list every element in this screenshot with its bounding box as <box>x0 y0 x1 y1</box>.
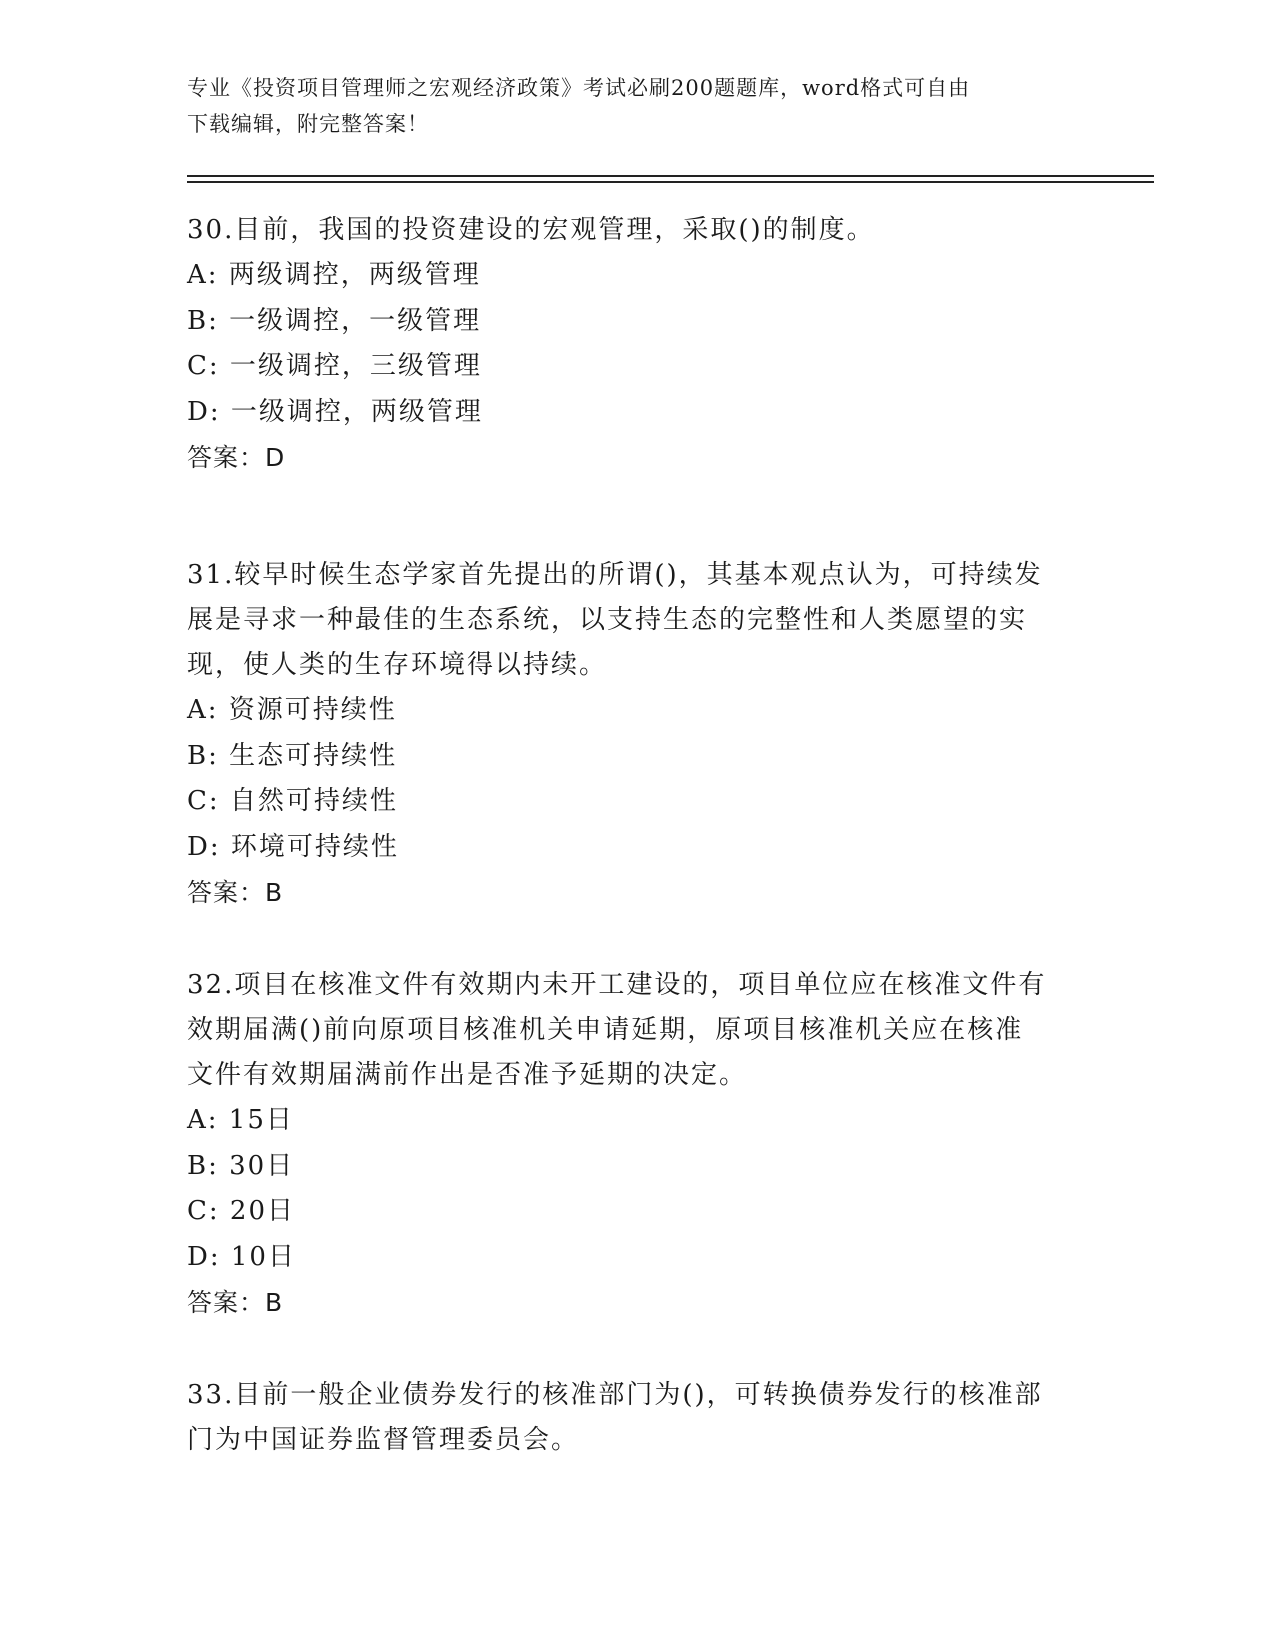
question-block <box>187 208 1077 480</box>
header-divider <box>187 175 1154 177</box>
option-b: B: 30日 <box>187 1150 295 1181</box>
option-a: A: 两级调控，两级管理 <box>187 260 481 290</box>
header-divider <box>187 181 1154 183</box>
question-stem: 30.目前，我国的投资建设的宏观管理，采取()的制度。 <box>187 215 875 245</box>
question-stem: 展是寻求一种最佳的生态系统，以支持生态的完整性和人类愿望的实 <box>187 605 1028 635</box>
option-a: A: 资源可持续性 <box>187 695 397 725</box>
question-stem: 33.目前一般企业债券发行的核准部门为()，可转换债券发行的核准部 <box>187 1380 1043 1410</box>
answer-line: 答案：B <box>187 1288 284 1317</box>
document-header <box>187 70 1067 142</box>
answer-line: 答案：B <box>187 878 284 907</box>
question-stem: 文件有效期届满前作出是否准予延期的决定。 <box>187 1060 748 1090</box>
header-line: 专业《投资项目管理师之宏观经济政策》考试必刷200题题库，word格式可自由 <box>187 76 971 100</box>
question-stem: 31.较早时候生态学家首先提出的所谓()，其基本观点认为，可持续发 <box>187 560 1043 590</box>
option-c: C: 自然可持续性 <box>187 786 398 816</box>
option-d: D: 环境可持续性 <box>187 831 399 862</box>
question-stem: 门为中国证券监督管理委员会。 <box>187 1425 580 1455</box>
option-d: D: 10日 <box>187 1241 296 1272</box>
answer-line: 答案：D <box>187 443 286 472</box>
option-d: D: 一级调控，两级管理 <box>187 396 483 427</box>
option-c: C: 20日 <box>187 1196 296 1226</box>
question-block <box>187 963 1077 1325</box>
question-stem: 32.项目在核准文件有效期内未开工建设的，项目单位应在核准文件有 <box>187 970 1047 1000</box>
question-block <box>187 1373 1077 1463</box>
option-a: A: 15日 <box>187 1105 294 1135</box>
question-stem: 效期届满()前向原项目核准机关申请延期，原项目核准机关应在核准 <box>187 1015 1024 1045</box>
option-b: B: 生态可持续性 <box>187 740 398 771</box>
option-c: C: 一级调控，三级管理 <box>187 351 482 381</box>
question-stem: 现，使人类的生存环境得以持续。 <box>187 650 608 680</box>
option-b: B: 一级调控，一级管理 <box>187 305 482 336</box>
header-line: 下载编辑，附完整答案！ <box>187 112 429 136</box>
question-block <box>187 553 1077 915</box>
